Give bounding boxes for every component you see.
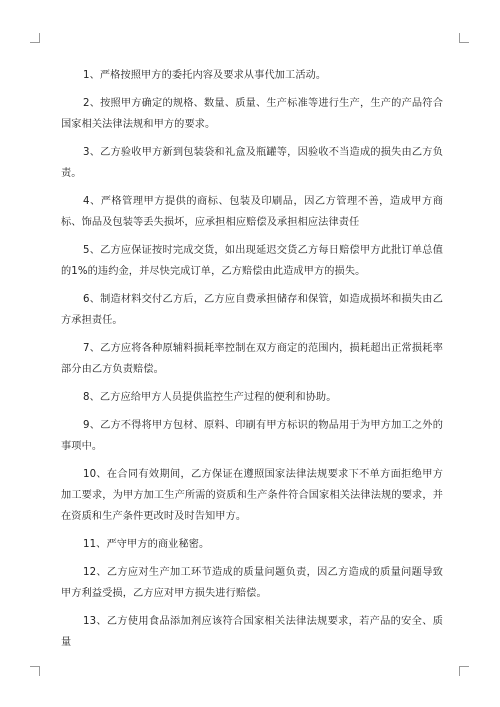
clause-10: 10、在合同有效期间，乙方保证在遵照国家法律法规要求下不单方面拒绝甲方加工要求，为甲方加工生产所需的资质和生产条件符合国家相关法律法规的要求，并在资质和生产条件更改时及时告知甲方。 (61, 469, 443, 522)
clause-4: 4、严格管理甲方提供的商标、包装及印刷品，因乙方管理不善，造成甲方商标、饰品及包装等丢失损坏，应承担相应赔偿及承担相应法律责任 (61, 196, 443, 228)
clause-13: 13、乙方使用食品添加剂应该符合国家相关法律法规要求，若产品的安全、质量 (61, 616, 443, 648)
clause-9: 9、乙方不得将甲方包材、原料、印刷有甲方标识的物品用于为甲方加工之外的事项中。 (61, 420, 443, 452)
clause-8: 8、乙方应给甲方人员提供监控生产过程的便利和协助。 (83, 392, 337, 403)
clause-11: 11、严守甲方的商业秘密。 (83, 539, 210, 550)
crop-mark-top-left (30, 33, 40, 43)
document-body (61, 65, 443, 660)
clause-5: 5、乙方应保证按时完成交货，如出现延迟交货乙方每日赔偿甲方此批订单总值的1%的违约金，并尽快完成订单，乙方赔偿由此造成甲方的损失。 (61, 245, 443, 277)
clause-2: 2、按照甲方确定的规格、数量、质量、生产标准等进行生产，生产的产品符合国家相关法律法规和甲方的要求。 (61, 98, 443, 130)
clause-6: 6、制造材料交付乙方后，乙方应自费承担储存和保管，如造成损坏和损失由乙方承担责任。 (61, 294, 443, 326)
crop-mark-bottom-right (459, 666, 469, 676)
clause-1: 1、严格按照甲方的委托内容及要求从事代加工活动。 (83, 70, 327, 81)
clause-3: 3、乙方验收甲方新到包装袋和礼盒及瓶罐等，因验收不当造成的损失由乙方负责。 (61, 147, 443, 179)
clause-7: 7、乙方应将各种原辅料损耗率控制在双方商定的范围内，损耗超出正常损耗率部分由乙方负责赔偿。 (61, 343, 443, 375)
clause-12: 12、乙方应对生产加工环节造成的质量问题负责，因乙方造成的质量问题导致甲方利益受损，乙方应对甲方损失进行赔偿。 (61, 567, 443, 599)
crop-mark-bottom-left (30, 666, 40, 676)
crop-mark-top-right (459, 33, 469, 43)
